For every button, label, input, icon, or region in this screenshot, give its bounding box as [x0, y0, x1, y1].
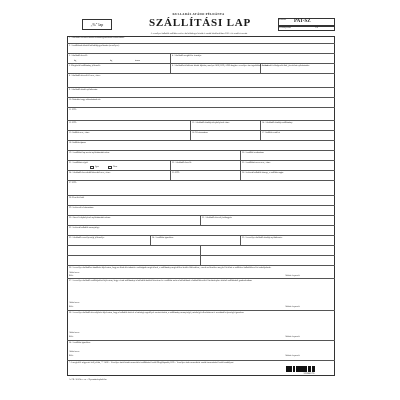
footnotes: * A megfelelő négyzetet kell jelölni, ** ADR = Veszélyes áruk közúti nemzetközi szállításáról szóló Megállapodás, RID = Veszélyes áruk nemzetközi vasúti fuvarozásáról szóló szabályzat [69, 362, 234, 364]
series-label: Sorozat: [279, 18, 287, 21]
field-18: 18. Szállítás típusa: [69, 142, 87, 144]
edition-label: KULLADÁS ATÁDO PÉLDÁNYA [172, 12, 225, 16]
statement-carrier: 37. A veszélyes hulladék szállítójaként kijelentem, hogy a fenti szállítmányt a hulladék átadótól átvettem és a szállítás során a hulladéknak a hulladékkezelési létesítményhez történő szállításáról gondoskodtam. [69, 280, 253, 282]
checkbox-no-label: Nem [113, 166, 118, 168]
field-31: 31. A hulladék átvevő jóváhagyás: [202, 217, 233, 219]
field-28: 28. Kezelési kód: [69, 197, 85, 199]
sig-place-3: Kelt: [69, 336, 74, 338]
field-21: 21. A szállítást végző: [69, 162, 89, 164]
field-15: 15. Szállító neve, címe: [69, 132, 90, 134]
unit-kg-1: kg [74, 60, 77, 62]
field-26: 26. Az átvett hulladék tömege, a szállítás napja: [242, 172, 284, 174]
field-treatment-confirmation: 34. A szállítás igazolása: [69, 342, 91, 344]
sig-place-1: Kelt: [69, 275, 74, 277]
sig-stamp-4: Aláírás és pecsét [285, 355, 300, 357]
field-11: 11. KTJ: [69, 109, 77, 111]
unit-tonna: tonna [135, 60, 140, 62]
form-title: SZÁLLÍTÁSI LAP [149, 17, 251, 29]
field-12: 12. KTJ: [69, 122, 77, 124]
sig-stamp-1: Aláírás és pecsét [285, 275, 300, 277]
copy-number-label: Példányszám: [279, 26, 292, 29]
sig-name-3: Aláíró neve: [69, 332, 80, 334]
field-30: 30. Átvevő telephelyének nyilvántartási száma: [69, 217, 111, 219]
sig-stamp-3: Aláírás és pecsét [285, 336, 300, 338]
statement-receiver: 38. A veszélyes hulladék átvevőjeként kijelentem, hogy a hulladék átvétele a hatósági engedélyek szerint történt, a szállítmány mennyiségét, minőségét ellenőriztem és az adatok helyességét igazolom. [69, 312, 244, 314]
field-34: 34. A szállítás igazolása: [152, 237, 174, 239]
field-2: 2. A szállítónak díszítő hulladékjegyzékszám (veszélyes): [69, 45, 120, 47]
field-25: 25. KTJ: [172, 172, 180, 174]
field-20: 20. A szállító rendszáma: [242, 152, 264, 154]
field-13: 13. A hulladék átadója telephelyének címe: [192, 122, 230, 124]
field-19: 19. A szállítási lap szerint nyilvántartási szám: [69, 152, 110, 154]
field-22: 22. A hulladék kezelő: [172, 162, 192, 164]
sig-place-2: Kelt: [69, 306, 74, 308]
checkbox-no[interactable] [108, 166, 112, 169]
field-7: 7. Az átadó feldolgozók által, jövedelmi nyilvántartás: [262, 65, 310, 67]
checkbox-yes-label: Igen [95, 166, 99, 168]
copy-label: „%" lap [90, 22, 104, 27]
copy-number-value: 1/4 [315, 26, 318, 29]
checkbox-yes[interactable] [90, 166, 94, 169]
field-27: 27. KTJ: [69, 182, 77, 184]
barcode-number: 5999883795 [303, 373, 315, 375]
field-9: 9. A hulladék átadó nyilatkozata: [69, 89, 98, 91]
field-17: 17. Szállító rendelet: [262, 132, 281, 134]
field-33: 33. A hulladék veszélyességi jellemzője: [69, 237, 105, 239]
field-4: 4. A hulladék megítélése formája: [172, 55, 202, 57]
field-6-short: 6. A hulladékok különös közúti díjtalan, amelyet ADR, RID, ADN alapján a veszélyes áru tagolódásai szerint: [172, 65, 269, 67]
sig-place-4: Kelt: [69, 355, 74, 357]
sig-name-1: Aláíró neve: [69, 272, 80, 274]
field-8: 8. A hulladék átvevő fél neve, címe: [69, 75, 101, 77]
field-23: 23. A szállítási szerv neve, címe: [242, 162, 271, 164]
field-16: 16. Telefonszáma: [192, 132, 208, 134]
field-35: 35. A veszélyes hulladék átadója nyilatkozata: [242, 237, 283, 239]
field-29: 29. Az átvevő telefonszáma: [69, 207, 94, 209]
barcode [286, 366, 316, 372]
unit-kg-2: kg [110, 60, 113, 62]
field-3: 3. A hulladék kezelő: [69, 55, 88, 57]
field-32: 32. Az átvett hulladék mennyisége: [69, 227, 100, 229]
field-1: 1. A hulladék szerzett birtoka hulladékgazdálkodó számosítása: [69, 37, 125, 39]
field-24: 24. A hulladék kereskedő/közvetítő neve, címe: [69, 172, 111, 174]
field-14: 14. A hulladék átadója szállítmány: [262, 122, 293, 124]
series-value: PAT-SZ [294, 19, 311, 24]
shipping-form-sheet [60, 10, 337, 390]
form-subtitle: A veszélyes hulladék szállítás esetén a ha különleges közúti és vasúti közlekedésben 2011. évi rendelet szerint [150, 32, 248, 35]
form-code: A. FR. 501/Sz. r. sz. - Nyomtatványbolt.hu [69, 379, 107, 381]
statement-sender: 36. A veszélyes hulladékot átadóként kijelentem, hogy az általa leírt adatok a valóságnak megfelelnek, a szállítmány megfelelően került előkészítésre, ennek szellemében meg kell felelnie a szállítás a hulladékkezelési szabályoknak. [69, 267, 272, 269]
sig-stamp-2: Aláírás és pecsét [285, 306, 300, 308]
field-10: 10. Rakodási vagy adószámának tér: [69, 99, 102, 101]
sig-name-4: Aláíró neve: [69, 351, 80, 353]
field-5: 5. Kiegészítő szállítmány jellemzői: [69, 65, 101, 67]
sig-name-2: Aláíró neve: [69, 302, 80, 304]
